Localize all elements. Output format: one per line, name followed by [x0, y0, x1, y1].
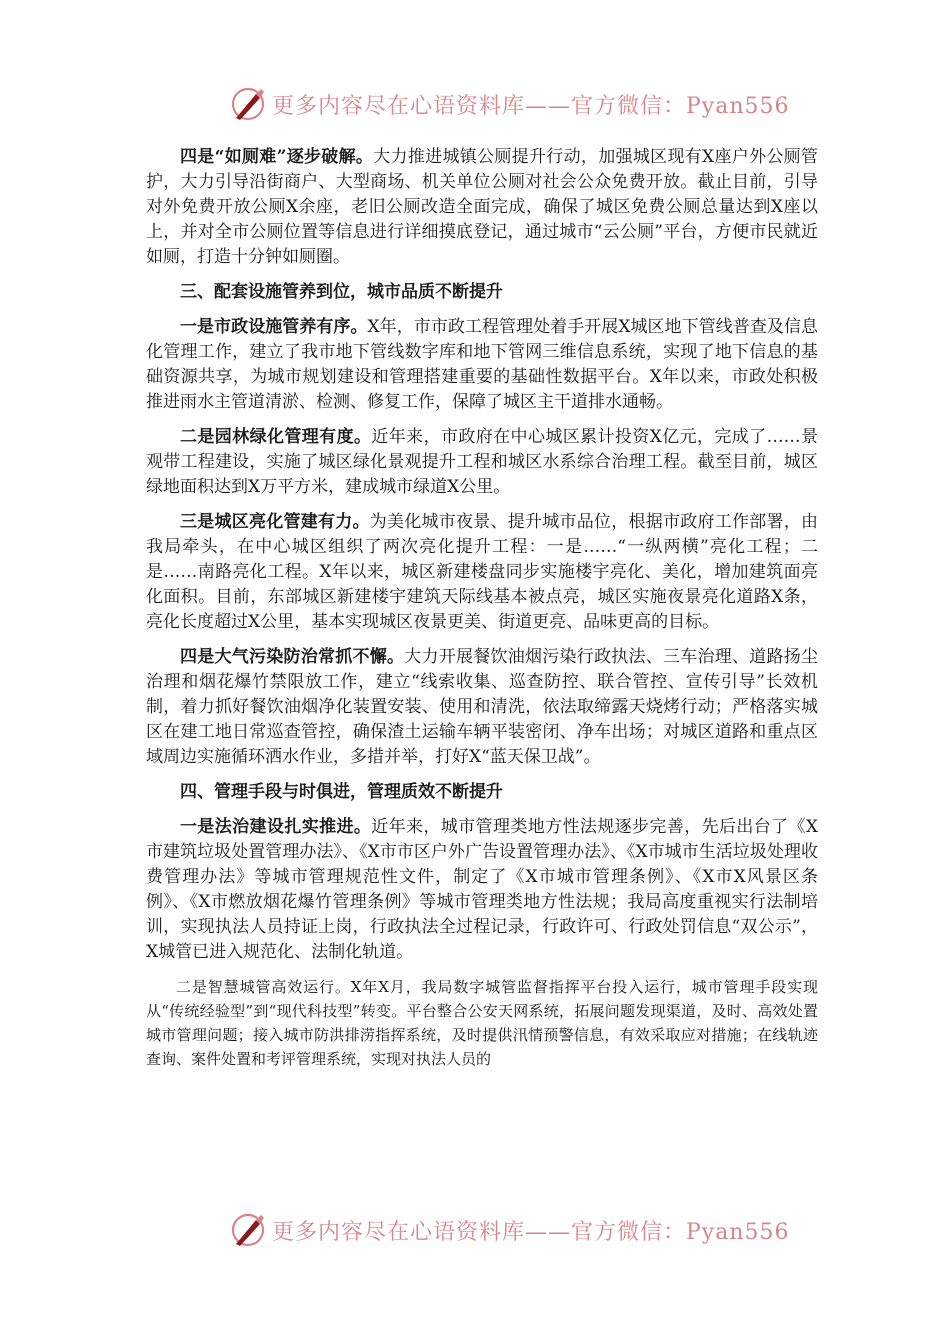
footer-banner: [228, 1208, 790, 1252]
paragraph: 二是智慧城管高效运行。X年X月，我局数字城管监督指挥平台投入运行，城市管理手段实现从“传统经验型”到“现代科技型”转变。平台整合公安天网系统，拓展问题发现渠道，及时、高效处置城市管理问题；接入城市防洪排涝指挥系统，及时提供汛情预警信息，有效采取应对措施；在线轨迹查询、案件处置和考评管理系统，实现对执法人员的: [146, 978, 818, 1068]
paragraph-text: 为美化城市夜景、提升城市品位，根据市政府工作部署，由我局牵头，在中心城区组织了两次亮化提升工程：一是……“一纵两横”亮化工程；二是……南路亮化工程。X年以来，城区新建楼盘同步实施楼宇亮化、美化，增加建筑面亮化面积。目前，东部城区新建楼宇建筑天际线基本被点亮，城区实施夜景亮化道路X条，亮化长度超过X公里，基本实现城区夜景更美、街道更亮、品味更高的目标。: [146, 512, 818, 632]
paragraph: [146, 815, 818, 965]
paragraph-lead: 四是“如厕难”逐步破解。: [180, 147, 374, 167]
pen-logo-icon: [228, 1210, 268, 1250]
paragraph: [146, 510, 818, 635]
banner-text: 更多内容尽在心语资料库——官方微信：Pyan556: [272, 1219, 790, 1245]
document-body: [146, 145, 818, 1081]
paragraph-text: 大力开展餐饮油烟污染行政执法、三车治理、道路扬尘治理和烟花爆竹禁限放工作，建立“线索收集、巡查防控、联合管控、宣传引导”长效机制，着力抓好餐饮油烟净化装置安装、使用和清洗，依法取缔露天烧烤行动；严格落实城区在建工地日常巡查管控，确保渣土运输车辆平装密闭、净车出场；对城区道路和重点区域周边实施循环洒水作业，多措并举，打好X“蓝天保卫战”。: [146, 647, 818, 767]
paragraph-text: 近年来，城市管理类地方性法规逐步完善，先后出台了《X市建筑垃圾处置管理办法》、《X市市区户外广告设置管理办法》、《X市城市生活垃圾处理收费管理办法》等城市管理规范性文件，制定了《X市城市管理条例》、《X市X风景区条例》、《X市燃放烟花爆竹管理条例》等城市管理类地方性法规；我局高度重视实行法制培训，实现执法人员持证上岗，行政执法全过程记录，行政许可、行政处罚信息“双公示”，X城管已进入规范化、法制化轨道。: [146, 817, 818, 962]
paragraph-lead: 一是市政设施管养有序。: [180, 317, 368, 337]
paragraph: [146, 145, 818, 270]
header-banner: [228, 82, 790, 126]
paragraph: [146, 425, 818, 500]
banner-text: 更多内容尽在心语资料库——官方微信：Pyan556: [272, 93, 790, 119]
paragraph-text: 大力推进城镇公厕提升行动，加强城区现有X座户外公厕管护，大力引导沿街商户、大型商场、机关单位公厕对社会公众免费开放。截止目前，引导对外免费开放公厕X余座，老旧公厕改造全面完成，确保了城区免费公厕总量达到X座以上，并对全市公厕位置等信息进行详细摸底登记，通过城市“云公厕”平台，方便市民就近如厕，打造十分钟如厕圈。: [146, 147, 818, 267]
paragraph-lead: 四是大气污染防治常抓不懈。: [180, 647, 405, 667]
paragraph: [146, 315, 818, 415]
paragraph-lead: 一是法治建设扎实推进。: [180, 817, 372, 837]
pen-logo-icon: [228, 84, 268, 124]
section-heading: 四、管理手段与时俱进，管理质效不断提升: [180, 782, 503, 802]
paragraph-lead: 二是园林绿化管理有度。: [180, 427, 372, 447]
paragraph-text: X年，市市政工程管理处着手开展X城区地下管线普查及信息化管理工作，建立了我市地下管线数字库和地下管网三维信息系统，实现了地下信息的基础资源共享，为城市规划建设和管理搭建重要的基础性数据平台。X年以来，市政处积极推进雨水主管道清淤、检测、修复工作，保障了城区主干道排水通畅。: [146, 317, 818, 412]
paragraph: [146, 645, 818, 770]
paragraph-lead: 三是城区亮化管建有力。: [180, 512, 370, 532]
section-heading: 三、配套设施管养到位，城市品质不断提升: [180, 282, 503, 302]
paragraph-text: 近年来，市政府在中心城区累计投资X亿元，完成了……景观带工程建设，实施了城区绿化景观提升工程和城区水系综合治理工程。截至目前，城区绿地面积达到X万平方米，建成城市绿道X公里。: [146, 427, 819, 497]
